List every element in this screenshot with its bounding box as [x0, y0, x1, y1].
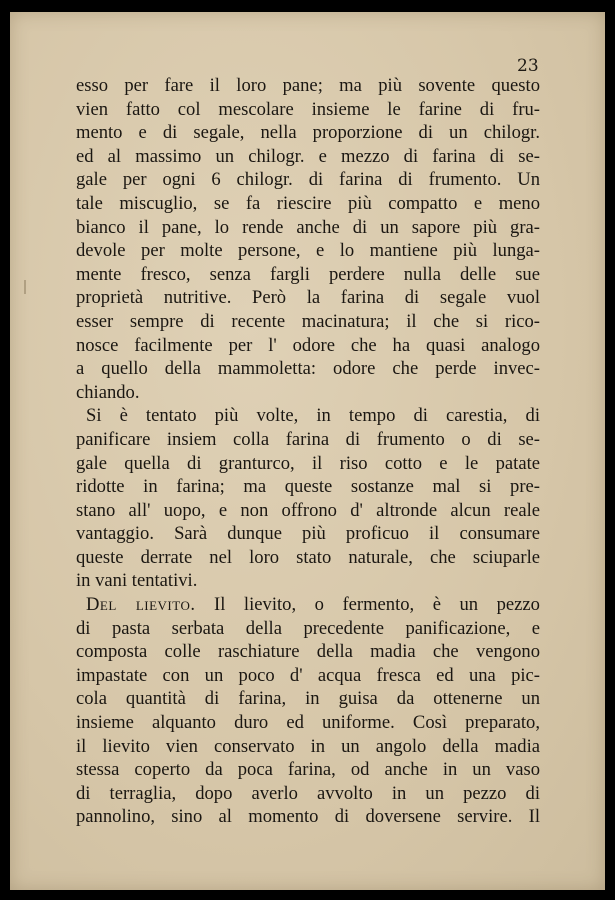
- text-line: cola quantità di farina, in guisa da ottenerne un: [76, 688, 540, 710]
- text-line: il lievito vien conservato in un angolo della madia: [76, 735, 540, 757]
- text-line: di terraglia, dopo averlo avvolto in un pezzo di: [76, 782, 540, 804]
- text-line: gale per ogni 6 chilogr. di farina di frumento. Un: [76, 169, 540, 191]
- text-line: esser sempre di recente macinatura; il che si rico-: [76, 310, 540, 332]
- text-line: stessa coperto da poca farina, od anche in un vaso: [76, 759, 540, 781]
- page-number: 23: [517, 56, 539, 76]
- text-line: chiando.: [76, 381, 140, 403]
- section-heading-text: Il lievito, o fermento, è un pezzo: [214, 594, 540, 616]
- text-line: pannolino, sino al momento di doversene servire. Il: [76, 806, 540, 828]
- text-line: bianco il pane, lo rende anche di un sapore più gra-: [76, 216, 540, 238]
- margin-mark: [24, 280, 26, 294]
- text-line: queste derrate nel loro stato naturale, che sciuparle: [76, 546, 540, 568]
- text-line: proprietà nutritive. Però la farina di segale vuol: [76, 287, 540, 309]
- text-line: ridotte in farina; ma queste sostanze mal si pre-: [76, 476, 540, 498]
- text-line: tale miscuglio, se fa riescire più compatto e meno: [76, 192, 540, 214]
- text-line: devole per molte persone, e lo mantiene più lunga-: [76, 240, 540, 262]
- text-line: composta colle raschiature della madia che vengono: [76, 641, 540, 663]
- text-line: a quello della mammoletta: odore che perde invec-: [76, 358, 540, 380]
- section-heading-line: [76, 593, 540, 617]
- text-line: stano all' uopo, e non offrono d' altronde alcun reale: [76, 499, 540, 521]
- text-line: panificare insiem colla farina di frumento o di se-: [76, 428, 540, 450]
- text-line: ed al massimo un chilogr. e mezzo di farina di se-: [76, 145, 540, 167]
- text-line: nosce facilmente per l' odore che ha quasi analogo: [76, 334, 540, 356]
- body-text: [76, 74, 540, 829]
- text-line: mente fresco, senza fargli perdere nulla delle sue: [76, 263, 540, 285]
- text-line: vien fatto col mescolare insieme le farine di fru-: [76, 98, 540, 120]
- text-line: impastate con un poco d' acqua fresca ed una pic-: [76, 664, 540, 686]
- book-page: [10, 12, 605, 890]
- text-line: insieme alquanto duro ed uniforme. Così preparato,: [76, 712, 540, 734]
- text-line: mento e di segale, nella proporzione di un chilogr.: [76, 122, 540, 144]
- text-line: Si è tentato più volte, in tempo di carestia, di: [86, 405, 540, 427]
- section-heading: Del lievito.: [86, 594, 196, 616]
- text-line: in vani tentativi.: [76, 570, 198, 592]
- text-line: gale quella di granturco, il riso cotto e le patate: [76, 452, 540, 474]
- text-line: di pasta serbata della precedente panificazione, e: [76, 617, 540, 639]
- text-line: vantaggio. Sarà dunque più proficuo il consumare: [76, 523, 540, 545]
- text-line: esso per fare il loro pane; ma più sovente questo: [76, 75, 540, 96]
